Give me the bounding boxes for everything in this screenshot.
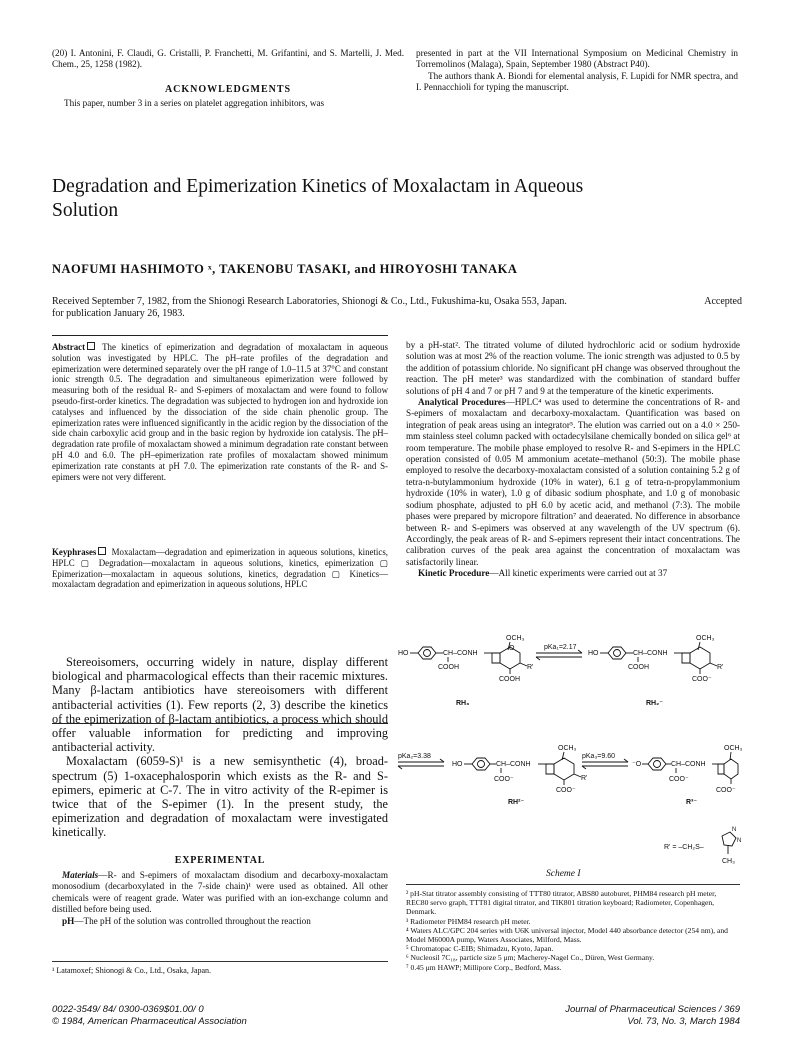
rh3-label: RH₃	[456, 700, 470, 707]
abstract-text: The kinetics of epimerization and degradation of moxalactam in aqueous solution was investigated by HPLC. The pH–rate profiles of the degradation and epimerization were determined separately over the pH range of 1.0–11.5 at 37°C and constant ionic strength 0.5. The degradation and simultaneous epimerization were followed by measuring both of the residual R- and S-epimers of moxalactam and were found to follow pseudo-first-order kinetics. The degradation was subjected to hydrogen ion and hydroxide ion catalyses and influenced by the dissociation of the side chain phenolic group. The epimerization rates were influenced significantly in the acidic region by the dissociation of the side chain carboxylic acid group and in the basic region by hydroxide ion catalysis. The pH–degradation rate profile of moxalactam showed a minimum degradation rate constant between pH 4.0 and 6.0. The pH–epimerization rate profiles of moxalactam showed minimum epimerization rate constants at pH 7.0. The epimerization rate constants of the R- and S-epimers were not very different.	[52, 342, 389, 482]
scheme-caption: Scheme I	[546, 869, 581, 879]
molecule-r	[632, 745, 742, 806]
journal-name: Journal of Pharmaceutical Sciences / 369	[565, 1004, 740, 1015]
equilibrium-arrow-3	[582, 753, 628, 769]
n-label: N	[732, 827, 737, 833]
r-label: R³⁻	[686, 799, 698, 806]
och3-label: OCH₃	[724, 745, 742, 752]
keyphrases-text: Moxalactam—degradation and epimerization in aqueous solutions, kinetics, HPLC ▢ Degradation—moxalactam in aqueous solutions, kinetics, epimerization ▢ Epimerization—moxalactam in aqueous solutions, kinetics, degradation ▢ Kinetics—moxalactam degradation and epimerization in aqueous solutions, HPLC	[52, 547, 389, 590]
intro-paragraph-1: Stereoisomers, occurring widely in nature, display different biological and pharmacological effects than their racemic mixtures. Many β-lactam antibiotics have stereoisomers with different antibacterial activities (1). Few reports (2, 3) describe the kinetics of the epimerization of β-lactam antibiotics, a process which should offer valuable information for predicting and improving antibacterial activity.	[52, 655, 388, 755]
footnote-3: ³ Radiometer PHM84 research pH meter.	[406, 916, 531, 926]
ph-label: pH	[62, 915, 75, 926]
intro-paragraph-2: Moxalactam (6059-S)¹ is a new semisynthetic (4), broad-spectrum (5) 1-oxacephalosporin which exists as the R- and S-epimers, epimeric at C-7. The in vitro activity of the R-epimer is twice that of the S-epimer (1). In the present study, the epimerization and degradation of moxalactam were investigated kinetically.	[52, 754, 388, 840]
ch-conh-label: CH–CONH	[443, 650, 478, 657]
materials-paragraph	[52, 870, 388, 916]
reference-20: (20) I. Antonini, F. Claudi, G. Cristalli, P. Franchetti, M. Grifantini, and S. Martelli, J. Med. Chem., 25, 1258 (1982).	[52, 48, 404, 70]
ph-text: —The pH of the solution was controlled throughout the reaction	[74, 915, 311, 926]
abstract	[52, 342, 388, 482]
acknowledgments-continued	[416, 48, 738, 94]
n-label: N	[737, 838, 742, 844]
ho-label: HO	[398, 650, 409, 657]
o-minus-label: ⁻O	[632, 761, 642, 768]
hplc-paragraph	[406, 397, 740, 568]
och3-label: OCH₃	[558, 745, 577, 752]
experimental-heading: EXPERIMENTAL	[174, 855, 266, 866]
accepted-text: Accepted	[704, 296, 742, 307]
ph-stat-paragraph: by a pH-stat². The titrated volume of diluted hydrochloric acid or sodium hydroxide solution was at most 2% of the reaction volume. The ionic strength was adjusted to 0.5 by the addition of potassium chloride. No significant pH change was observed throughout the reaction. The pH meter³ was standardized with the combination of standard buffer solutions of pH 4 and 7 or pH 7 and 9 at the temperature of the kinetic experiments.	[406, 340, 740, 396]
ch-conh-label: CH–CONH	[671, 761, 706, 768]
hplc-text: —HPLC⁴ was used to determine the concentrations of R- and S-epimers of moxalactam and decarboxy-moxalactam. Quantification was based on integration of peak areas using an integrator⁵. The elution was carried out on a 4.0 × 250-mm stainless steel column packed with octadecylsilane chemically bonded on silica gel⁶ at room temperature. The mobile phase employed to resolve R- and S-epimers in the HPLC operation consisted of 0.05 M ammonium acetate–methanol (50:3). The mobile phase employed to resolve the decarboxy-moxalactam consisted of a solution containing 5.2 g of tetra-n-butylammonium hydroxide (10% in water), 6.1 g of tetra-n-propylammonium hydroxide (10% in water), 1.0 g of dibasic sodium phosphate, and 1.0 g of monobasic sodium phosphate, adjusted to pH 6.0 by acetic acid, and methanol (7:3). The mobile phases were prepared by micropore filtration⁷ and deaerated. No difference in absorbance between R- and S-epimers was observed at any wavelength of the UV spectrum (6). Accordingly, the peak areas of R- and S-epimers represent their intact concentrations. The calibration curves of the peak area against the concentration of moxalactam was satisfactorily linear.	[406, 397, 740, 567]
footnotes	[406, 884, 740, 972]
footnote-2: ² pH-Stat titrator assembly consisting of TTT80 titrator, ABS80 autoburet, PHM84 research pH meter, REC80 servo graph, TTT81 digital titrator, and TIK801 titration keyboard; Radiometer, Copenhagen, Denmark.	[406, 889, 717, 917]
keyphrases	[52, 547, 388, 590]
right-column	[406, 340, 740, 580]
coo-label: COO⁻	[669, 776, 689, 783]
rprime-text: R' = –CH₂S–	[664, 844, 704, 851]
coo-label: COO⁻	[716, 787, 736, 794]
kinetic-label: Kinetic Procedure	[418, 568, 490, 579]
scheme-i	[396, 632, 742, 882]
cooh-label: COOH	[499, 676, 520, 683]
received-date-text: for publication January 26, 1983.	[52, 308, 185, 319]
ho-label: HO	[588, 650, 599, 657]
keyphrases-label: Keyphrases	[52, 547, 97, 557]
ho-label: HO	[452, 761, 463, 768]
pka3-label: pKa₃=9.60	[582, 753, 616, 760]
footnote-7: ⁷ 0.45 μm HAWP; Millipore Corp., Bedford, Mass.	[406, 962, 562, 972]
equilibrium-arrow-1	[536, 644, 582, 660]
introduction	[52, 655, 388, 840]
issn-code: 0022-3549/ 84/ 0300-0369$01.00/ 0	[52, 1004, 204, 1015]
ring-o-label: O	[509, 645, 515, 652]
square-icon	[98, 547, 106, 555]
equilibrium-arrow-2	[398, 753, 444, 769]
ph-paragraph	[52, 916, 388, 927]
acknowledgments-heading: ACKNOWLEDGMENTS	[164, 84, 292, 95]
article-authors: NAOFUMI HASHIMOTO ˣ, TAKENOBU TASAKI, and HIROYOSHI TANAKA	[52, 262, 518, 276]
ack-thanks-text: The authors thank A. Biondi for elemental analysis, F. Lupidi for NMR spectra, and I. Pennacchioli for typing the manuscript.	[416, 70, 738, 93]
cooh-label: COOH	[438, 664, 459, 671]
materials-text: —R- and S-epimers of moxalactam disodium and decarboxy-moxalactam monosodium (decarboxylated in the 7-side chain)¹ were used as obtained. All other chemicals were of reagent grade. Water was purified with an ion-exchange column and distilled before being used.	[52, 870, 388, 915]
hplc-label: Analytical Procedures	[418, 397, 506, 408]
journal-volume: Vol. 73, No. 3, March 1984	[627, 1015, 740, 1027]
rprime-mark: R'	[581, 775, 588, 782]
cooh-label: COOH	[628, 664, 649, 671]
abstract-label: Abstract	[52, 342, 86, 352]
issn-block	[52, 1004, 352, 1027]
och3-label: OCH₃	[506, 635, 525, 642]
coo-label: COO⁻	[494, 776, 514, 783]
rprime-mark: R'	[527, 664, 534, 671]
footnote-6: ⁶ Nucleosil 7C₁₈, particle size 5 μm; Macherey-Nagel Co., Düren, West Germany.	[406, 953, 655, 963]
rh-label: RH²⁻	[508, 799, 525, 806]
footnote-1: ¹ Latamoxef; Shionogi & Co., Ltd., Osaka, Japan.	[52, 961, 388, 975]
article-title: Degradation and Epimerization Kinetics of Moxalactam in Aqueous Solution	[52, 176, 584, 221]
received-text: Received September 7, 1982, from the Shionogi Research Laboratories, Shionogi & Co., Ltd., Fukushima-ku, Osaka 553, Japan.	[52, 296, 567, 307]
ch-conh-label: CH–CONH	[496, 761, 531, 768]
molecule-rh3	[398, 635, 533, 707]
journal-block	[470, 1004, 740, 1027]
molecule-rh	[452, 745, 587, 806]
ch3-label: CH₃	[722, 858, 735, 865]
ack-continued-text: presented in part at the VII International Symposium on Medicinal Chemistry in Torremolinos (Malaga), Spain, September 1980 (Abstract P40).	[416, 48, 738, 70]
received-line	[52, 296, 742, 320]
rprime-definition	[664, 827, 741, 865]
och3-label: OCH₃	[696, 635, 715, 642]
pka1-label: pKa₁=2.17	[544, 644, 577, 651]
rh2-label: RH₂⁻	[646, 700, 663, 707]
pka2-label: pKa₂=3.38	[398, 753, 431, 760]
rprime-mark: R'	[717, 664, 724, 671]
footnote-4: ⁴ Waters ALC/GPC 204 series with U6K universal injector, Model 440 absorbance detector (254 nm), and Model M6000A pump, Waters Associates, Milford, Mass.	[406, 925, 728, 945]
footnote-5: ⁵ Chromatopac C-EIB; Shimadzu, Kyoto, Japan.	[406, 944, 554, 954]
square-icon	[87, 342, 95, 350]
coo-label: COO⁻	[692, 676, 712, 683]
copyright-line: © 1984, American Pharmaceutical Association	[52, 1015, 247, 1027]
materials-section	[52, 870, 388, 927]
acknowledgments-text: This paper, number 3 in a series on platelet aggregation inhibitors, was	[64, 98, 325, 108]
materials-label: Materials	[62, 870, 99, 880]
molecule-rh2	[588, 635, 723, 707]
kinetic-paragraph	[406, 568, 740, 579]
coo-label: COO⁻	[556, 787, 576, 794]
ch-conh-label: CH–CONH	[633, 650, 668, 657]
kinetic-text: —All kinetic experiments were carried out at 37	[489, 568, 668, 579]
